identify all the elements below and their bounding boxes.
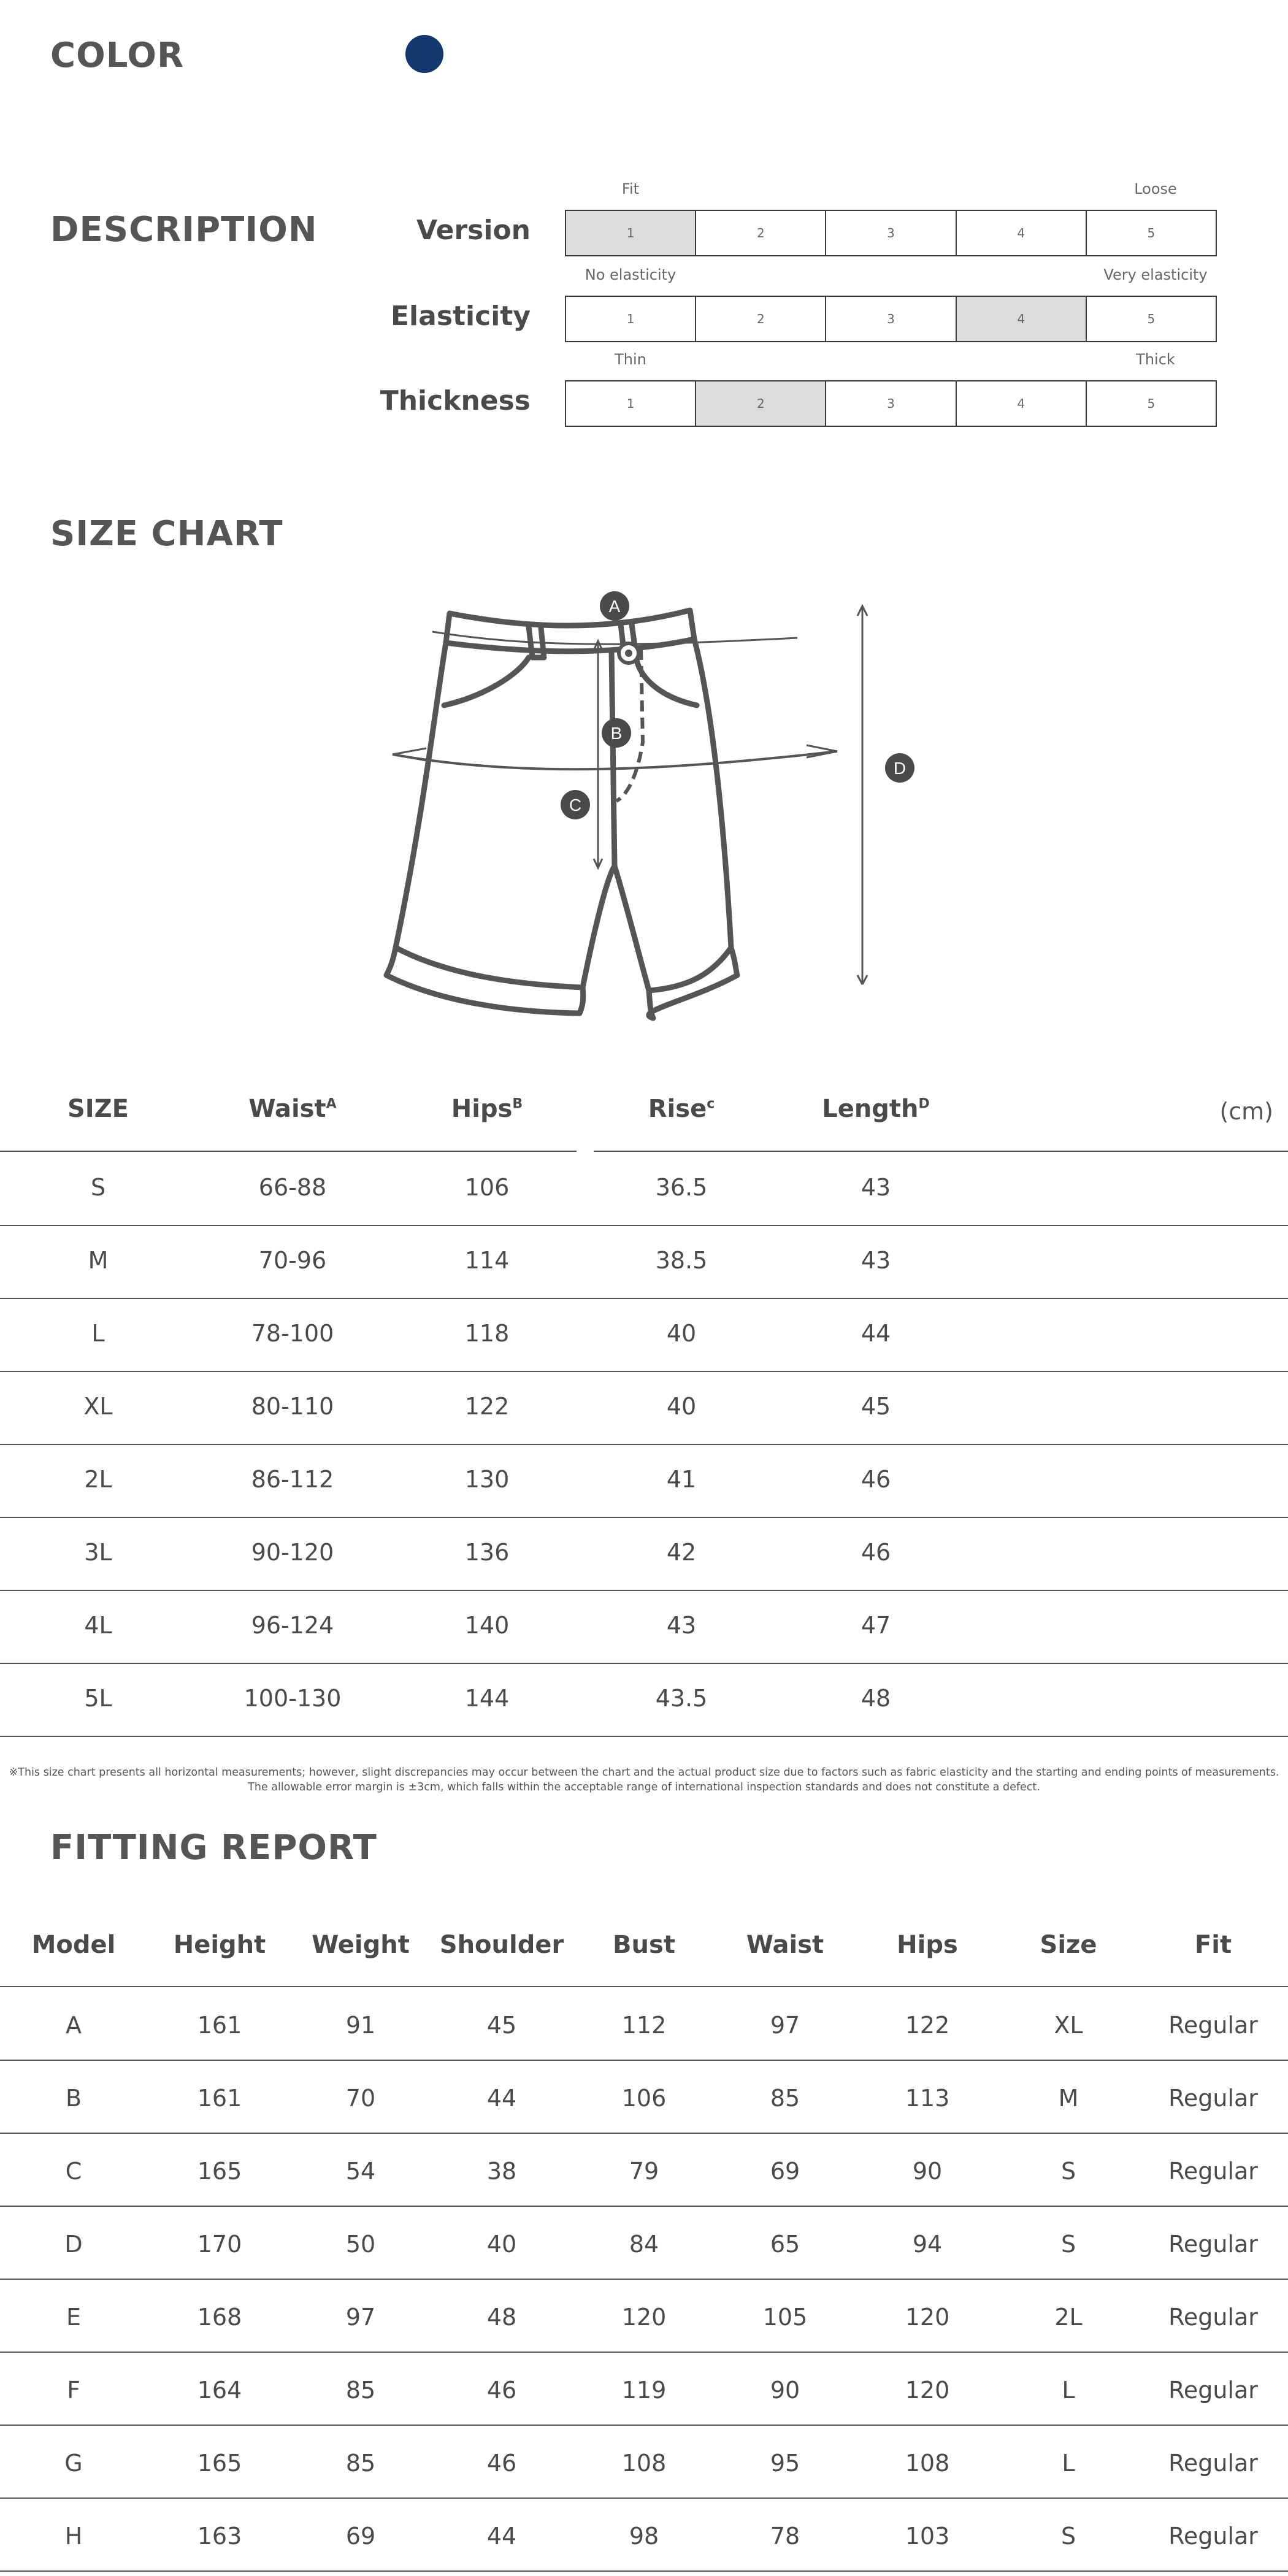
table-cell: 44 (861, 1320, 891, 1347)
column-header-fit: Fit (1194, 1931, 1232, 1959)
svg-text:D: D (893, 759, 907, 778)
scale-option-1[interactable]: 1 (566, 297, 696, 341)
scale-option-4[interactable]: 4 (957, 211, 1087, 255)
table-cell: 44 (486, 2085, 517, 2112)
table-cell: 165 (197, 2450, 242, 2477)
table-cell: 42 (666, 1539, 697, 1566)
description-section-title: DESCRIPTION (50, 210, 318, 250)
size-chart-section-title: SIZE CHART (50, 514, 283, 554)
unit-label: (cm) (1219, 1098, 1273, 1125)
size-header-divider-right (594, 1151, 1288, 1152)
table-cell: 85 (345, 2450, 376, 2477)
table-row (0, 2498, 1288, 2572)
table-cell: 161 (197, 2012, 242, 2039)
table-cell: 96-124 (251, 1612, 334, 1639)
table-row (0, 2133, 1288, 2207)
table-cell: 70-96 (258, 1247, 327, 1274)
table-cell: 113 (905, 2085, 950, 2112)
table-cell: 140 (464, 1612, 510, 1639)
table-cell: 161 (197, 2085, 242, 2112)
size-table-header (0, 1095, 1288, 1132)
table-cell: M (88, 1247, 109, 1274)
table-cell: 136 (464, 1539, 510, 1566)
table-cell: Regular (1168, 2377, 1258, 2404)
marker-a (600, 591, 629, 621)
scale-option-5[interactable]: 5 (1147, 226, 1156, 240)
table-cell: 108 (621, 2450, 667, 2477)
table-cell: B (65, 2085, 82, 2112)
svg-text:B: B (610, 724, 623, 743)
table-cell: L (1062, 2450, 1075, 2477)
table-cell: 164 (197, 2377, 242, 2404)
table-cell: 40 (486, 2231, 517, 2258)
table-cell: 43 (666, 1612, 697, 1639)
svg-text:A: A (608, 597, 621, 616)
table-cell: Regular (1168, 2304, 1258, 2331)
disclaimer-line-1: ※This size chart presents all horizontal measurements; however, slight discrepancies may occur between the chart and the actual product size due to factors such as fabric elasticity and the starting and ending points of measurements. (9, 1766, 1279, 1779)
table-cell: S (1060, 2158, 1076, 2185)
table-cell: 97 (770, 2012, 800, 2039)
shorts-measurement-diagram (368, 583, 907, 1024)
scale-option-3[interactable]: 3 (826, 211, 956, 255)
table-cell: 90 (912, 2158, 943, 2185)
table-cell: 86-112 (251, 1466, 334, 1493)
column-header-hips: Hips (897, 1931, 958, 1959)
table-row (0, 1663, 1288, 1737)
table-cell: 114 (464, 1247, 510, 1274)
table-cell: 100-130 (243, 1685, 342, 1712)
table-cell: 112 (621, 2012, 667, 2039)
table-cell: 2L (1054, 2304, 1083, 2331)
table-cell: 97 (345, 2304, 376, 2331)
table-cell: 163 (197, 2523, 242, 2550)
scale-option-5[interactable]: 5 (1147, 312, 1156, 326)
scale-label: Version (416, 215, 531, 246)
table-cell: 70 (345, 2085, 376, 2112)
table-cell: 50 (345, 2231, 376, 2258)
table-cell: 122 (464, 1393, 510, 1420)
size-header-divider-left (0, 1151, 577, 1152)
table-cell: 78-100 (251, 1320, 334, 1347)
table-cell: XL (83, 1393, 113, 1420)
scale-option-5[interactable]: 5 (1147, 396, 1156, 411)
table-cell: 98 (629, 2523, 659, 2550)
table-cell: S (90, 1174, 106, 1201)
table-cell: 130 (464, 1466, 510, 1493)
table-cell: 85 (345, 2377, 376, 2404)
table-row (0, 2206, 1288, 2280)
table-cell: 144 (464, 1685, 510, 1712)
table-cell: 45 (861, 1393, 891, 1420)
scale-option-1[interactable]: 1 (566, 211, 696, 255)
table-cell: E (66, 2304, 81, 2331)
table-cell: Regular (1168, 2523, 1258, 2550)
column-header-model: Model (31, 1931, 116, 1959)
table-cell: 94 (912, 2231, 943, 2258)
table-cell: 38 (486, 2158, 517, 2185)
table-cell: 4L (84, 1612, 112, 1639)
table-cell: 46 (486, 2450, 517, 2477)
table-cell: 46 (861, 1466, 891, 1493)
scale-low-hint: Thin (615, 351, 646, 368)
color-swatch-navy[interactable] (405, 35, 443, 73)
table-cell: 85 (770, 2085, 800, 2112)
table-cell: Regular (1168, 2012, 1258, 2039)
table-cell: 48 (861, 1685, 891, 1712)
table-row (0, 1152, 1288, 1226)
scale-high-hint: Thick (1136, 351, 1175, 368)
marker-c (561, 790, 590, 819)
table-cell: 43 (861, 1174, 891, 1201)
table-cell: 36.5 (655, 1174, 708, 1201)
table-row (0, 2060, 1288, 2134)
scale-high-hint: Very elasticity (1103, 266, 1208, 283)
table-row (0, 1371, 1288, 1445)
table-cell: 78 (770, 2523, 800, 2550)
table-cell: 106 (621, 2085, 667, 2112)
table-cell: 65 (770, 2231, 800, 2258)
table-cell: 84 (629, 2231, 659, 2258)
table-cell: M (1058, 2085, 1079, 2112)
scale-option-3[interactable]: 3 (826, 381, 956, 426)
size-chart-disclaimer (0, 1765, 1288, 1795)
table-cell: Regular (1168, 2085, 1258, 2112)
table-cell: 120 (905, 2377, 950, 2404)
table-cell: 105 (762, 2304, 808, 2331)
table-cell: A (66, 2012, 82, 2039)
table-cell: L (91, 1320, 105, 1347)
scale-option-4[interactable]: 4 (957, 297, 1087, 341)
table-cell: 44 (486, 2523, 517, 2550)
table-cell: 46 (486, 2377, 517, 2404)
table-row (0, 2279, 1288, 2353)
table-cell: S (1060, 2231, 1076, 2258)
color-section-title: COLOR (50, 36, 185, 75)
column-header-waist: Waist (746, 1931, 824, 1959)
table-cell: 165 (197, 2158, 242, 2185)
table-cell: 54 (345, 2158, 376, 2185)
table-cell: D (64, 2231, 83, 2258)
column-header-shoulder: Shoulder (439, 1931, 564, 1959)
table-row (0, 1444, 1288, 1518)
table-cell: 66-88 (258, 1174, 327, 1201)
table-cell: F (67, 2377, 80, 2404)
column-header-height: Height (173, 1931, 266, 1959)
column-header-rise: Rise$^c$ (648, 1095, 715, 1123)
table-cell: 40 (666, 1393, 697, 1420)
table-cell: 170 (197, 2231, 242, 2258)
scale-label: Elasticity (390, 301, 531, 332)
table-cell: 38.5 (655, 1247, 708, 1274)
table-cell: 120 (621, 2304, 667, 2331)
column-header-size: SIZE (67, 1095, 129, 1123)
fitting-table-header (0, 1931, 1288, 1987)
table-cell: 108 (905, 2450, 950, 2477)
table-cell: C (65, 2158, 82, 2185)
table-cell: H (64, 2523, 83, 2550)
table-row (0, 1987, 1288, 2061)
marker-d (885, 753, 914, 783)
table-cell: S (1060, 2523, 1076, 2550)
column-header-weight: Weight (312, 1931, 410, 1959)
table-cell: 43 (861, 1247, 891, 1274)
scale-label: Thickness (380, 385, 531, 416)
table-cell: XL (1054, 2012, 1083, 2039)
table-row (0, 1225, 1288, 1299)
scale-option-2[interactable]: 2 (696, 381, 826, 426)
table-row (0, 1590, 1288, 1664)
column-header-waist: Waist$^A$ (248, 1095, 337, 1123)
marker-b (602, 718, 631, 748)
table-cell: 90 (770, 2377, 800, 2404)
table-cell: 106 (464, 1174, 510, 1201)
table-cell: 91 (345, 2012, 376, 2039)
table-cell: 3L (84, 1539, 112, 1566)
fitting-report-section-title: FITTING REPORT (50, 1828, 377, 1868)
table-cell: Regular (1168, 2231, 1258, 2258)
table-cell: Regular (1168, 2450, 1258, 2477)
scale-option-1[interactable]: 1 (566, 381, 696, 426)
scale-low-hint: Fit (621, 180, 640, 197)
scale-options[interactable] (565, 210, 1217, 256)
scale-option-2[interactable]: 2 (696, 297, 826, 341)
table-cell: 69 (345, 2523, 376, 2550)
table-cell: 168 (197, 2304, 242, 2331)
table-cell: 79 (629, 2158, 659, 2185)
table-cell: 80-110 (251, 1393, 334, 1420)
table-cell: 43.5 (655, 1685, 708, 1712)
table-cell: 69 (770, 2158, 800, 2185)
table-cell: 48 (486, 2304, 517, 2331)
scale-options[interactable] (565, 380, 1217, 427)
table-cell: 122 (905, 2012, 950, 2039)
table-cell: L (1062, 2377, 1075, 2404)
disclaimer-line-2: The allowable error margin is ±3cm, which falls within the acceptable range of international inspection standards and does not constitute a defect. (248, 1781, 1040, 1793)
scale-option-4[interactable]: 4 (957, 381, 1087, 426)
column-header-bust: Bust (613, 1931, 675, 1959)
scale-low-hint: No elasticity (585, 266, 677, 283)
table-cell: 119 (621, 2377, 667, 2404)
table-cell: 90-120 (251, 1539, 334, 1566)
column-header-size: Size (1040, 1931, 1097, 1959)
table-cell: 47 (861, 1612, 891, 1639)
table-cell: 120 (905, 2304, 950, 2331)
table-cell: 5L (84, 1685, 112, 1712)
table-cell: Regular (1168, 2158, 1258, 2185)
table-cell: 45 (486, 2012, 517, 2039)
svg-text:C: C (569, 795, 582, 815)
table-cell: 2L (84, 1466, 112, 1493)
scale-option-2[interactable]: 2 (696, 211, 826, 255)
table-cell: 118 (464, 1320, 510, 1347)
table-cell: 46 (861, 1539, 891, 1566)
table-cell: 103 (905, 2523, 950, 2550)
table-cell: G (64, 2450, 83, 2477)
column-header-length: Length$^D$ (822, 1095, 930, 1123)
scale-options[interactable] (565, 296, 1217, 342)
column-header-hips: Hips$^B$ (451, 1095, 523, 1123)
table-row (0, 1517, 1288, 1591)
table-cell: 41 (666, 1466, 697, 1493)
table-cell: 40 (666, 1320, 697, 1347)
table-row (0, 1298, 1288, 1372)
table-row (0, 2425, 1288, 2499)
table-cell: 95 (770, 2450, 800, 2477)
table-row (0, 2352, 1288, 2426)
scale-option-3[interactable]: 3 (826, 297, 956, 341)
scale-high-hint: Loose (1134, 180, 1177, 197)
